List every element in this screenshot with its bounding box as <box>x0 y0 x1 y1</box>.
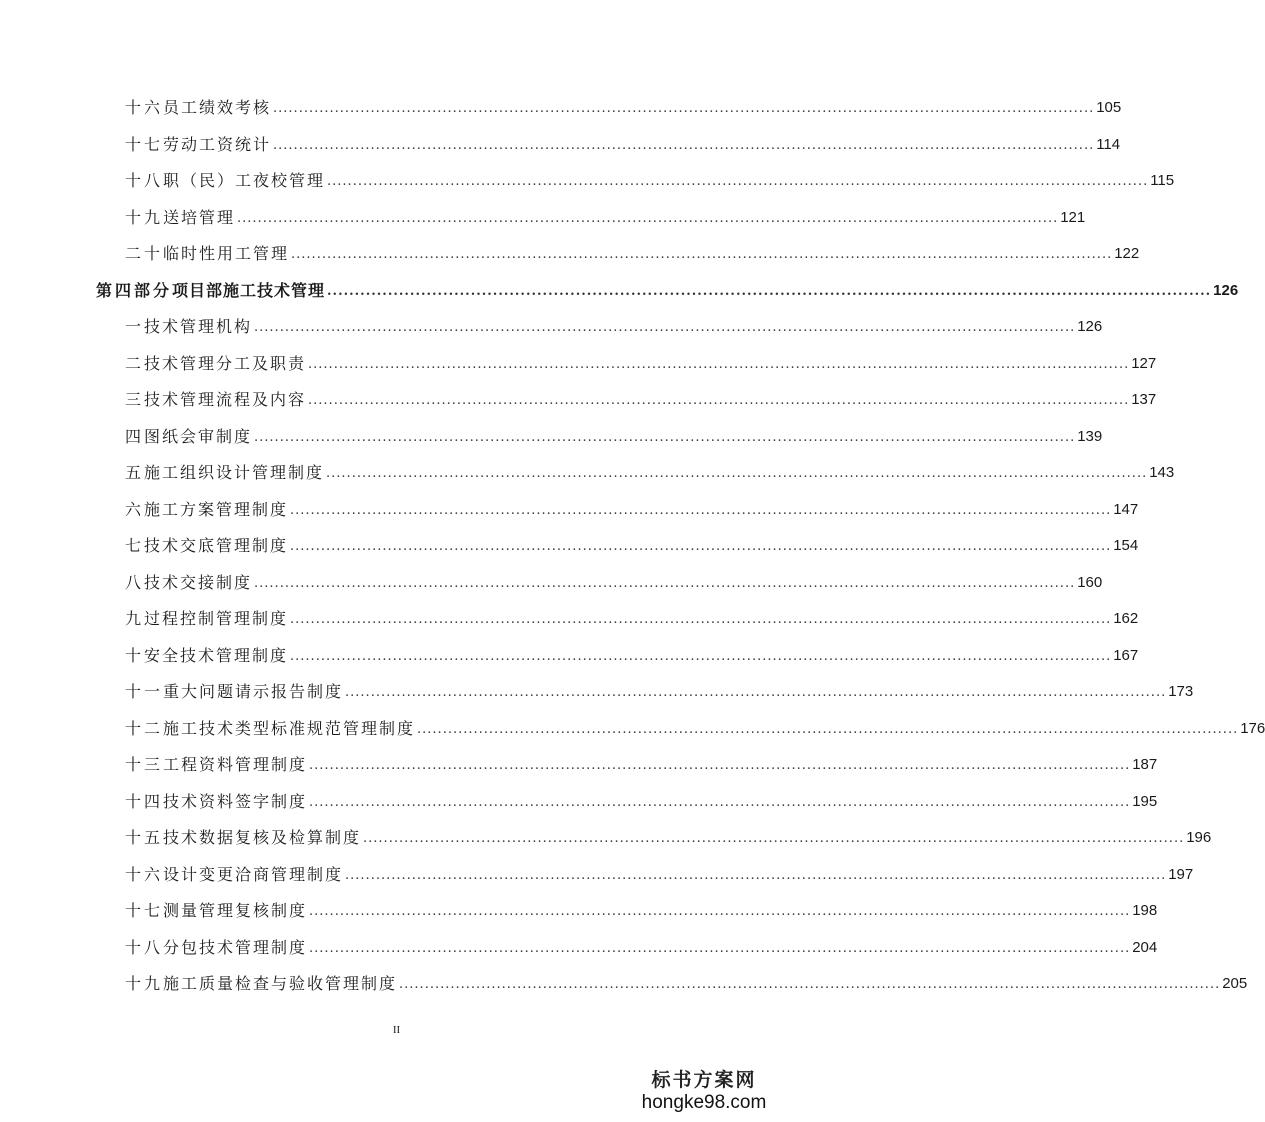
toc-leader-dots: ................................................................................................................................................................ <box>309 758 1131 773</box>
toc-entry-page: 154 <box>1113 537 1139 554</box>
toc-entry[interactable] <box>125 459 1175 483</box>
toc-entry-page: 205 <box>1222 975 1248 992</box>
toc-entry-title: 项目部施工技术管理 <box>172 280 326 300</box>
toc-entry[interactable] <box>125 678 1194 702</box>
toc-leader-dots: ................................................................................................................................................................ <box>309 794 1131 810</box>
toc-entry-page: 126 <box>1213 281 1239 299</box>
toc-entry[interactable] <box>125 897 1158 921</box>
toc-entry[interactable] <box>125 569 1103 593</box>
toc-entry[interactable] <box>125 934 1158 958</box>
toc-entry-title: 技术交底管理制度 <box>144 536 289 555</box>
toc-entry[interactable] <box>125 496 1139 520</box>
toc-leader-dots: ................................................................................................................................................................ <box>327 174 1149 189</box>
toc-entry[interactable] <box>125 350 1157 374</box>
toc-entry-title: 过程控制管理制度 <box>144 609 289 628</box>
toc-leader-dots: ................................................................................................................................................................ <box>273 137 1095 153</box>
toc-leader-dots: ................................................................................................................................................................ <box>345 867 1167 883</box>
toc-entry-title: 技术管理分工及职责 <box>144 353 307 373</box>
toc-entry-number: 六 <box>125 499 145 519</box>
toc-entry-number: 十 <box>125 645 145 665</box>
toc-leader-dots: ................................................................................................................................................................ <box>308 393 1130 408</box>
toc-leader-dots: ................................................................................................................................................................ <box>291 247 1113 262</box>
toc-entry-number: 十三 <box>125 755 164 774</box>
toc-entry-number: 十五 <box>125 828 164 847</box>
toc-entry-page: 173 <box>1168 683 1194 700</box>
toc-entry-page: 139 <box>1077 427 1103 445</box>
toc-entry-number: 三 <box>125 390 145 409</box>
toc-entry-number: 十二 <box>125 718 164 738</box>
toc-entry-title: 设计变更洽商管理制度 <box>163 864 344 884</box>
toc-entry-page: 196 <box>1186 829 1212 846</box>
toc-entry-title: 送培管理 <box>163 207 236 227</box>
toc-entry[interactable] <box>125 94 1122 118</box>
toc-entry-page: 197 <box>1168 865 1194 883</box>
toc-leader-dots: ................................................................................................................................................................ <box>363 831 1185 846</box>
toc-entry-number: 十四 <box>125 791 164 811</box>
toc-entry-title: 施工组织设计管理制度 <box>144 463 325 482</box>
watermark-url: hongke98.com <box>641 1092 767 1113</box>
toc-entry-number: 五 <box>125 463 145 482</box>
toc-leader-dots: ................................................................................................................................................................ <box>254 575 1076 591</box>
toc-entry-title: 职（民）工夜校管理 <box>163 171 326 190</box>
toc-entry-page: 160 <box>1077 573 1103 591</box>
toc-entry-title: 技术数据复核及检算制度 <box>163 828 362 847</box>
toc-leader-dots: ................................................................................................................................................................ <box>327 283 1212 299</box>
toc-leader-dots: ................................................................................................................................................................ <box>309 904 1131 919</box>
toc-entry-number: 十六 <box>125 864 164 884</box>
toc-entry-page: 121 <box>1060 208 1086 226</box>
toc-leader-dots: ................................................................................................................................................................ <box>290 502 1112 518</box>
toc-entry-title: 员工绩效考核 <box>163 98 272 117</box>
toc-entry-number: 第四部分 <box>96 280 173 300</box>
toc-entry-page: 105 <box>1096 99 1122 116</box>
toc-entry[interactable] <box>125 861 1194 885</box>
toc-leader-dots: ................................................................................................................................................................ <box>254 429 1076 445</box>
toc-leader-dots: ................................................................................................................................................................ <box>308 356 1130 372</box>
toc-entry-page: 115 <box>1150 172 1175 189</box>
toc-entry[interactable] <box>125 386 1157 410</box>
toc-entry-page: 176 <box>1240 719 1265 737</box>
toc-entry-number: 十八 <box>125 171 164 190</box>
site-watermark <box>629 1070 779 1114</box>
toc-entry[interactable] <box>125 313 1103 337</box>
toc-entry-title: 分包技术管理制度 <box>163 937 308 957</box>
toc-entry-page: 126 <box>1077 318 1103 335</box>
toc-entry[interactable] <box>125 131 1121 155</box>
toc-entry-number: 十七 <box>125 134 164 154</box>
toc-leader-dots: ................................................................................................................................................................ <box>254 320 1076 335</box>
toc-entry-title: 施工方案管理制度 <box>144 499 289 519</box>
toc-entry-number: 二 <box>125 353 145 373</box>
toc-leader-dots: ................................................................................................................................................................ <box>309 940 1131 956</box>
toc-entry-title: 施工质量检查与验收管理制度 <box>163 974 398 993</box>
toc-entry-number: 十六 <box>125 98 164 117</box>
toc-entry[interactable] <box>125 751 1158 775</box>
toc-part-entry[interactable] <box>96 277 1239 301</box>
toc-entry-number: 一 <box>125 317 145 336</box>
toc-entry[interactable] <box>125 605 1139 629</box>
toc-entry-number: 十九 <box>125 207 164 227</box>
toc-leader-dots: ................................................................................................................................................................ <box>290 648 1112 664</box>
toc-leader-dots: ................................................................................................................................................................ <box>290 612 1112 627</box>
toc-entry-title: 工程资料管理制度 <box>163 755 308 774</box>
toc-entry[interactable] <box>125 204 1086 228</box>
toc-entry-page: 143 <box>1149 464 1175 481</box>
toc-entry-page: 162 <box>1113 610 1139 627</box>
toc-entry-title: 临时性用工管理 <box>163 244 290 263</box>
toc-entry-title: 技术管理机构 <box>144 317 253 336</box>
toc-leader-dots: ................................................................................................................................................................ <box>290 539 1112 554</box>
toc-entry-title: 技术交接制度 <box>144 572 253 592</box>
toc-leader-dots: ................................................................................................................................................................ <box>399 977 1221 992</box>
toc-leader-dots: ................................................................................................................................................................ <box>345 685 1167 700</box>
toc-leader-dots: ................................................................................................................................................................ <box>237 210 1059 226</box>
toc-entry-page: 122 <box>1114 245 1140 262</box>
toc-leader-dots: ................................................................................................................................................................ <box>273 101 1095 116</box>
toc-entry-number: 十一 <box>125 682 164 701</box>
toc-entry-title: 测量管理复核制度 <box>163 901 308 920</box>
toc-entry-title: 图纸会审制度 <box>144 426 253 446</box>
watermark-name: 标书方案网 <box>651 1070 757 1091</box>
toc-entry-number: 四 <box>125 426 145 446</box>
toc-entry[interactable] <box>125 423 1103 447</box>
toc-entry-title: 安全技术管理制度 <box>144 645 289 665</box>
toc-entry-number: 十七 <box>125 901 164 920</box>
page-number: II <box>392 1024 401 1036</box>
toc-entry[interactable] <box>125 824 1212 848</box>
toc-entry-number: 十九 <box>125 974 164 993</box>
toc-entry-page: 187 <box>1132 756 1158 773</box>
toc-entry-title: 技术资料签字制度 <box>163 791 308 811</box>
toc-entry-number: 八 <box>125 572 145 592</box>
toc-entry[interactable] <box>125 240 1140 264</box>
toc-entry[interactable] <box>125 532 1139 556</box>
toc-entry-number: 十八 <box>125 937 164 957</box>
toc-entry-page: 147 <box>1113 500 1139 518</box>
toc-entry-page: 195 <box>1132 792 1158 810</box>
toc-entry-page: 137 <box>1131 391 1157 408</box>
toc-entry[interactable] <box>125 788 1158 812</box>
toc-entry[interactable] <box>125 642 1139 666</box>
toc-entry-title: 施工技术类型标准规范管理制度 <box>163 718 416 738</box>
toc-entry-title: 劳动工资统计 <box>163 134 272 154</box>
toc-entry-number: 九 <box>125 609 145 628</box>
toc-entry-page: 127 <box>1131 354 1157 372</box>
toc-entry[interactable] <box>125 167 1175 191</box>
toc-entry-page: 204 <box>1132 938 1158 956</box>
toc-leader-dots: ................................................................................................................................................................ <box>417 721 1239 737</box>
toc-leader-dots: ................................................................................................................................................................ <box>326 466 1148 481</box>
toc-entry-page: 114 <box>1096 135 1121 153</box>
toc-entry-number: 七 <box>125 536 145 555</box>
toc-entry-number: 二十 <box>125 244 164 263</box>
toc-entry-page: 198 <box>1132 902 1158 919</box>
toc-entry[interactable] <box>125 715 1265 739</box>
toc-entry[interactable] <box>125 970 1248 994</box>
toc-entry-title: 技术管理流程及内容 <box>144 390 307 409</box>
toc-entry-page: 167 <box>1113 646 1139 664</box>
toc-entry-title: 重大问题请示报告制度 <box>163 682 344 701</box>
